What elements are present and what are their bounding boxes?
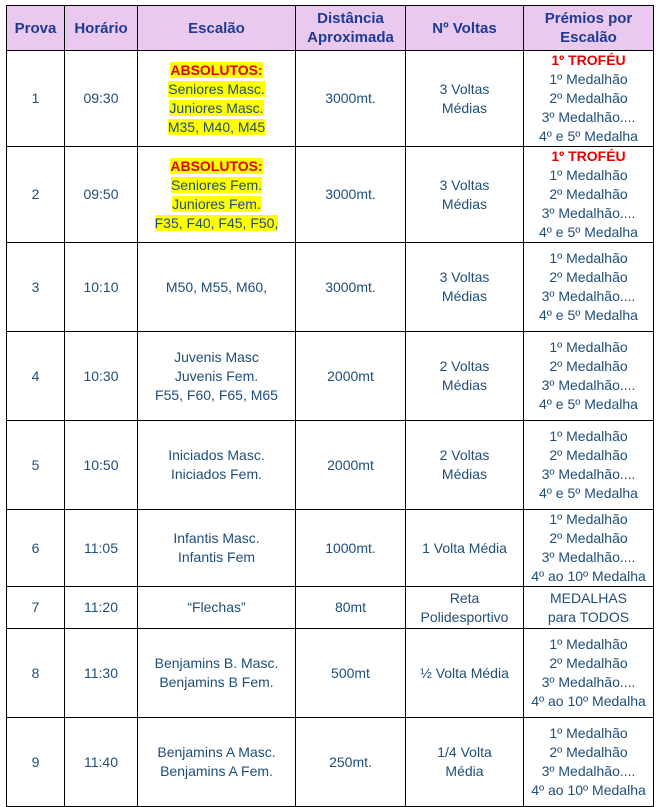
cell-prova: 7 bbox=[7, 587, 65, 629]
cell-voltas bbox=[406, 51, 524, 147]
cell-prova: 2 bbox=[7, 147, 65, 243]
premio-line: 3º Medalhão.... bbox=[541, 109, 636, 125]
cell-horario: 11:30 bbox=[65, 629, 138, 718]
cell-distancia: 2000mt bbox=[296, 332, 406, 421]
table-row bbox=[7, 629, 654, 718]
cell-premios bbox=[524, 421, 654, 510]
cell-voltas bbox=[406, 421, 524, 510]
voltas-line: 3 Voltas bbox=[439, 80, 490, 97]
cell-premios bbox=[524, 587, 654, 629]
premio-line: 3º Medalhão.... bbox=[541, 763, 636, 779]
table-row bbox=[7, 51, 654, 147]
premio-line: 4º ao 10º Medalha bbox=[531, 693, 646, 709]
cell-voltas bbox=[406, 147, 524, 243]
table-row bbox=[7, 147, 654, 243]
cell-escalao bbox=[138, 243, 296, 332]
voltas-line: Polidesportivo bbox=[420, 608, 509, 625]
premio-line: 1º Medalhão bbox=[549, 250, 628, 266]
cell-prova: 3 bbox=[7, 243, 65, 332]
cell-voltas bbox=[406, 510, 524, 587]
cell-horario: 10:50 bbox=[65, 421, 138, 510]
voltas-line: Médias bbox=[441, 99, 488, 116]
premio-line: 3º Medalhão.... bbox=[541, 288, 636, 304]
voltas-line: 1 Volta Média bbox=[422, 539, 507, 556]
escalao-line: Juniores Masc. bbox=[169, 99, 264, 116]
escalao-line: Seniores Masc. bbox=[168, 80, 265, 97]
voltas-line: Médias bbox=[441, 195, 488, 212]
premio-line: 3º Medalhão.... bbox=[541, 377, 636, 393]
escalao-line: F35, F40, F45, F50, bbox=[154, 214, 279, 231]
escalao-line: Iniciados Masc. bbox=[168, 447, 265, 463]
cell-premios bbox=[524, 243, 654, 332]
cell-escalao bbox=[138, 510, 296, 587]
cell-prova: 8 bbox=[7, 629, 65, 718]
race-schedule-table bbox=[6, 5, 654, 807]
premio-line: 4º e 5º Medalha bbox=[539, 396, 638, 412]
cell-premios bbox=[524, 332, 654, 421]
cell-distancia: 80mt bbox=[296, 587, 406, 629]
voltas-line: Média bbox=[445, 763, 484, 779]
escalao-line: Benjamins B Fem. bbox=[159, 674, 274, 690]
cell-premios bbox=[524, 51, 654, 147]
voltas-line: 3 Voltas bbox=[439, 176, 490, 193]
cell-horario: 10:30 bbox=[65, 332, 138, 421]
table-row bbox=[7, 243, 654, 332]
escalao-line: Benjamins B. Masc. bbox=[154, 655, 279, 671]
cell-prova: 4 bbox=[7, 332, 65, 421]
cell-premios bbox=[524, 718, 654, 807]
premio-line: 2º Medalhão bbox=[549, 530, 628, 546]
table-row bbox=[7, 332, 654, 421]
table-row bbox=[7, 421, 654, 510]
voltas-line: 1/4 Volta bbox=[437, 744, 492, 760]
cell-escalao bbox=[138, 147, 296, 243]
premio-line: 4º e 5º Medalha bbox=[539, 485, 638, 501]
escalao-line: Juvenis Masc bbox=[174, 348, 259, 365]
header-premios bbox=[524, 6, 654, 51]
cell-prova: 1 bbox=[7, 51, 65, 147]
header-prova: Prova bbox=[7, 6, 65, 51]
premio-line: 4º ao 10º Medalha bbox=[531, 782, 646, 798]
voltas-line: 3 Voltas bbox=[439, 269, 490, 285]
voltas-line: ½ Volta Média bbox=[420, 664, 509, 681]
escalao-line: Seniores Fem. bbox=[170, 176, 263, 193]
header-escalao: Escalão bbox=[138, 6, 296, 51]
cell-voltas bbox=[406, 243, 524, 332]
premio-line: 1º Medalhão bbox=[549, 167, 628, 183]
voltas-line: Reta bbox=[449, 589, 480, 606]
cell-distancia: 2000mt bbox=[296, 421, 406, 510]
cell-distancia: 3000mt. bbox=[296, 51, 406, 147]
cell-horario: 11:40 bbox=[65, 718, 138, 807]
cell-premios bbox=[524, 147, 654, 243]
table-row bbox=[7, 510, 654, 587]
cell-escalao bbox=[138, 51, 296, 147]
premio-line: 1º Medalhão bbox=[549, 428, 628, 444]
cell-distancia: 250mt. bbox=[296, 718, 406, 807]
cell-escalao bbox=[138, 718, 296, 807]
cell-horario: 11:20 bbox=[65, 587, 138, 629]
cell-horario: 11:05 bbox=[65, 510, 138, 587]
premio-line: 1º Medalhão bbox=[549, 636, 628, 652]
premio-line: 3º Medalhão.... bbox=[541, 205, 636, 221]
escalao-line: Infantis Masc. bbox=[173, 530, 260, 546]
premio-line: 2º Medalhão bbox=[549, 358, 628, 374]
escalao-line: Benjamins A Fem. bbox=[160, 763, 273, 779]
escalao-line: Juniores Fem. bbox=[172, 195, 261, 212]
cell-premios bbox=[524, 629, 654, 718]
premio-line: 4º e 5º Medalha bbox=[539, 128, 638, 144]
premio-line: 4º e 5º Medalha bbox=[539, 224, 638, 240]
cell-prova: 6 bbox=[7, 510, 65, 587]
premio-line: 3º Medalhão.... bbox=[541, 674, 636, 690]
premio-line: MEDALHAS bbox=[549, 589, 628, 606]
cell-prova: 5 bbox=[7, 421, 65, 510]
cell-escalao bbox=[138, 587, 296, 629]
premio-line: 3º Medalhão.... bbox=[541, 549, 636, 565]
cell-prova: 9 bbox=[7, 718, 65, 807]
premio-line: 3º Medalhão.... bbox=[541, 466, 636, 482]
premio-line: 1º Medalhão bbox=[549, 339, 628, 355]
header-distancia bbox=[296, 6, 406, 51]
premio-line: 4º e 5º Medalha bbox=[539, 307, 638, 323]
header-distancia-line2: Aproximada bbox=[307, 29, 394, 46]
header-voltas: Nº Voltas bbox=[406, 6, 524, 51]
escalao-line: F55, F60, F65, M65 bbox=[155, 386, 278, 403]
escalao-line: Juvenis Fem. bbox=[174, 367, 259, 384]
cell-distancia: 3000mt. bbox=[296, 147, 406, 243]
escalao-line: Iniciados Fem. bbox=[170, 466, 263, 482]
escalao-title: ABSOLUTOS: bbox=[170, 61, 263, 78]
cell-voltas bbox=[406, 587, 524, 629]
header-distancia-line1: Distância bbox=[317, 10, 384, 27]
voltas-line: 2 Voltas bbox=[439, 447, 490, 463]
premio-line: 1º Medalhão bbox=[549, 511, 628, 527]
table-row bbox=[7, 718, 654, 807]
escalao-line: Infantis Fem bbox=[177, 549, 256, 565]
premio-line: 2º Medalhão bbox=[549, 269, 628, 285]
cell-escalao bbox=[138, 332, 296, 421]
cell-horario: 09:30 bbox=[65, 51, 138, 147]
cell-voltas bbox=[406, 629, 524, 718]
cell-escalao bbox=[138, 629, 296, 718]
premio-line: 1º Medalhão bbox=[549, 71, 628, 87]
cell-premios bbox=[524, 510, 654, 587]
header-premios-line1: Prémios por bbox=[544, 10, 633, 27]
header-premios-line2: Escalão bbox=[560, 29, 617, 46]
voltas-line: 2 Voltas bbox=[439, 358, 490, 374]
escalao-line: “Flechas” bbox=[187, 599, 246, 615]
premio-line: 2º Medalhão bbox=[549, 186, 628, 202]
escalao-line: M35, M40, M45 bbox=[167, 118, 266, 135]
cell-horario: 09:50 bbox=[65, 147, 138, 243]
schedule-body bbox=[7, 51, 654, 807]
voltas-line: Médias bbox=[441, 377, 488, 393]
voltas-line: Médias bbox=[441, 288, 488, 304]
header-row bbox=[7, 6, 654, 51]
cell-horario: 10:10 bbox=[65, 243, 138, 332]
escalao-line: M50, M55, M60, bbox=[165, 278, 268, 295]
table-row bbox=[7, 587, 654, 629]
premio-line: 2º Medalhão bbox=[549, 90, 628, 106]
cell-escalao bbox=[138, 421, 296, 510]
cell-voltas bbox=[406, 718, 524, 807]
premio-line: 2º Medalhão bbox=[549, 447, 628, 463]
premio-line: 4º ao 10º Medalha bbox=[531, 568, 646, 584]
cell-distancia: 500mt bbox=[296, 629, 406, 718]
escalao-title: ABSOLUTOS: bbox=[170, 157, 263, 174]
cell-voltas bbox=[406, 332, 524, 421]
voltas-line: Médias bbox=[441, 466, 488, 482]
premio-line: para TODOS bbox=[547, 608, 630, 625]
premio-trofeu: 1º TROFÉU bbox=[551, 148, 626, 164]
cell-distancia: 1000mt. bbox=[296, 510, 406, 587]
premio-line: 2º Medalhão bbox=[549, 744, 628, 760]
header-horario: Horário bbox=[65, 6, 138, 51]
cell-distancia: 3000mt. bbox=[296, 243, 406, 332]
premio-line: 2º Medalhão bbox=[549, 655, 628, 671]
escalao-line: Benjamins A Masc. bbox=[157, 744, 276, 760]
premio-trofeu: 1º TROFÉU bbox=[551, 52, 626, 68]
premio-line: 1º Medalhão bbox=[549, 725, 628, 741]
